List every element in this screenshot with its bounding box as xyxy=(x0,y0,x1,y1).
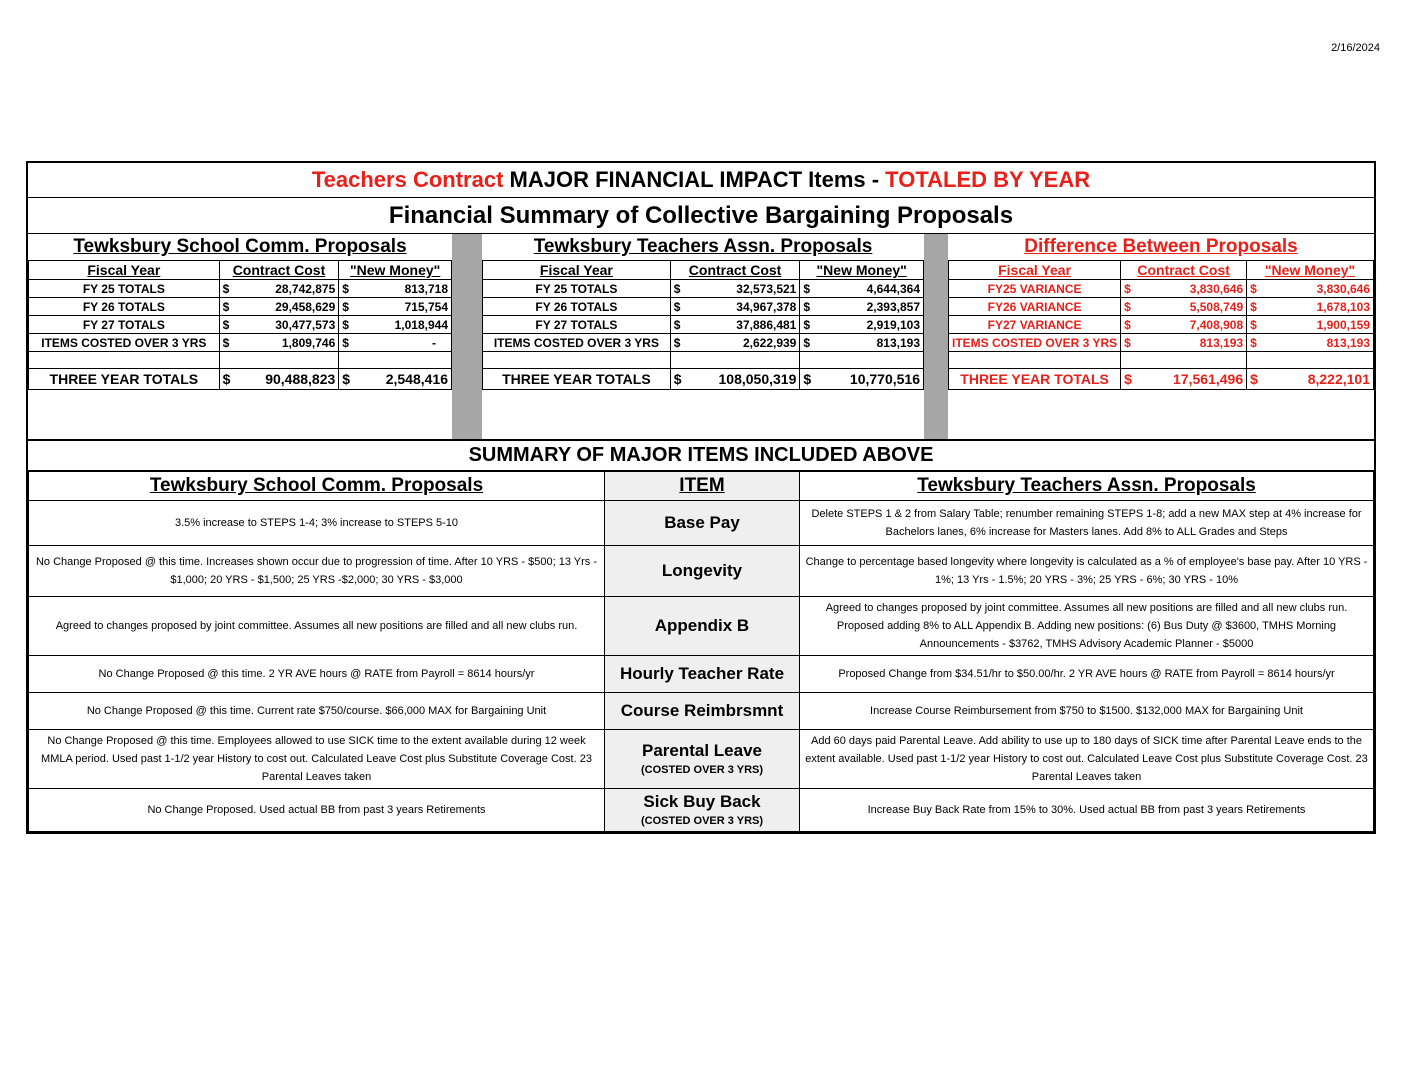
currency-sign: $ xyxy=(222,299,230,314)
new-money-value: 813,718 xyxy=(404,281,448,296)
item-label: Course Reimbrsmnt xyxy=(620,701,784,720)
item-note: (COSTED OVER 3 YRS) xyxy=(640,764,764,776)
currency-sign: $ xyxy=(803,281,811,296)
col-contract-cost: Contract Cost xyxy=(1121,261,1247,280)
currency-sign: $ xyxy=(1124,371,1132,387)
total-label: THREE YEAR TOTALS xyxy=(949,369,1121,390)
difference-panel-heading: Difference Between Proposals xyxy=(949,234,1374,261)
total-label: THREE YEAR TOTALS xyxy=(483,369,671,390)
currency-sign: $ xyxy=(1124,299,1131,314)
summary-header-school: Tewksbury School Comm. Proposals xyxy=(29,472,605,501)
summary-row xyxy=(29,730,1374,789)
title-part-1: Teachers Contract xyxy=(311,167,504,192)
document-date: 2/16/2024 xyxy=(1331,42,1380,54)
currency-sign: $ xyxy=(673,335,681,350)
currency-sign: $ xyxy=(1250,317,1257,332)
summary-row xyxy=(29,789,1374,832)
contract-cost-value: 2,622,939 xyxy=(742,335,797,350)
school-panel-heading: Tewksbury School Comm. Proposals xyxy=(29,234,452,261)
summary-row xyxy=(29,501,1374,546)
row-label: FY 27 TOTALS xyxy=(483,316,671,334)
currency-sign: $ xyxy=(342,371,351,387)
col-new-money: "New Money" xyxy=(800,261,924,280)
currency-sign: $ xyxy=(222,317,230,332)
contract-cost-value: 29,458,629 xyxy=(275,299,336,314)
item-name xyxy=(605,501,800,546)
total-cost-value: 90,488,823 xyxy=(265,371,336,387)
currency-sign: $ xyxy=(342,317,349,332)
item-name xyxy=(605,546,800,597)
summary-header-item: ITEM xyxy=(605,472,800,501)
currency-sign: $ xyxy=(1250,281,1257,296)
currency-sign: $ xyxy=(803,317,811,332)
currency-sign: $ xyxy=(1250,299,1257,314)
total-cost-value: 108,050,319 xyxy=(718,371,797,387)
row-label: FY27 VARIANCE xyxy=(949,316,1121,334)
financial-panels xyxy=(28,234,1374,441)
contract-cost-value: 1,809,746 xyxy=(281,335,336,350)
contract-cost-value: 7,408,908 xyxy=(1189,317,1244,332)
total-money-value: 8,222,101 xyxy=(1307,371,1370,387)
teachers-proposal-text: Add 60 days paid Parental Leave. Add ability to use up to 180 days of SICK time after Parental Leave ends to the extent available. Used past 1-1/2 year History to cost out. Calculated Leave Cost plus Substitute Coverage Cost. 23 Parental Leaves taken xyxy=(800,730,1374,789)
title-part-3: TOTALED BY YEAR xyxy=(885,167,1091,192)
teachers-proposal-text: Agreed to changes proposed by joint committee. Assumes all new positions are filled and all new clubs run. Proposed adding 8% to ALL Appendix B. Adding new positions: (6) Bus Duty @ $3600, TMHS Morning Announcements - $3762, TMHS Advisory Academic Planner - $5000 xyxy=(800,597,1374,656)
row-label: FY 26 TOTALS xyxy=(483,298,671,316)
currency-sign: $ xyxy=(1250,335,1257,350)
school-proposal-text: No Change Proposed @ this time. Current rate $750/course. $66,000 MAX for Bargaining Unit xyxy=(29,693,605,730)
contract-cost-value: 3,830,646 xyxy=(1189,281,1244,296)
currency-sign: $ xyxy=(342,281,349,296)
col-fiscal-year: Fiscal Year xyxy=(29,261,220,280)
school-proposal-text: No Change Proposed. Used actual BB from past 3 years Retirements xyxy=(29,789,605,832)
currency-sign: $ xyxy=(1124,317,1131,332)
summary-table xyxy=(28,471,1374,832)
row-label: ITEMS COSTED OVER 3 YRS xyxy=(949,334,1121,352)
new-money-value: 1,900,159 xyxy=(1316,317,1370,332)
currency-sign: $ xyxy=(673,281,681,296)
school-panel xyxy=(28,234,452,431)
currency-sign: $ xyxy=(803,371,812,387)
item-label: Longevity xyxy=(661,561,743,580)
row-label: FY25 VARIANCE xyxy=(949,280,1121,298)
contract-cost-value: 37,886,481 xyxy=(736,317,797,332)
new-money-value: 1,018,944 xyxy=(394,317,448,332)
new-money-value: 813,193 xyxy=(1326,335,1370,350)
summary-header-teachers: Tewksbury Teachers Assn. Proposals xyxy=(800,472,1374,501)
row-label: FY 25 TOTALS xyxy=(29,280,220,298)
sheet-title xyxy=(28,163,1374,198)
total-cost-value: 17,561,496 xyxy=(1173,371,1244,387)
school-proposal-text: 3.5% increase to STEPS 1-4; 3% increase to STEPS 5-10 xyxy=(29,501,605,546)
item-name xyxy=(605,693,800,730)
financial-sheet xyxy=(26,161,1376,834)
new-money-value: 1,678,103 xyxy=(1316,299,1370,314)
school-proposal-text: Agreed to changes proposed by joint committee. Assumes all new positions are filled and all new clubs run. xyxy=(29,597,605,656)
currency-sign: $ xyxy=(1124,281,1131,296)
contract-cost-value: 32,573,521 xyxy=(736,281,797,296)
currency-sign: $ xyxy=(342,335,349,350)
currency-sign: $ xyxy=(222,281,230,296)
title-part-2: MAJOR FINANCIAL IMPACT Items - xyxy=(503,167,886,192)
currency-sign: $ xyxy=(222,371,231,387)
new-money-value: 4,644,364 xyxy=(866,281,920,296)
col-new-money: "New Money" xyxy=(339,261,452,280)
currency-sign: $ xyxy=(803,299,811,314)
new-money-value: 813,193 xyxy=(876,335,920,350)
teachers-panel xyxy=(482,234,924,431)
currency-sign: $ xyxy=(673,317,681,332)
teachers-proposal-text: Delete STEPS 1 & 2 from Salary Table; renumber remaining STEPS 1-8; add a new MAX step at 4% increase for Bachelors lanes, 6% increase for Masters lanes. Add 8% to ALL Grades and Steps xyxy=(800,501,1374,546)
teachers-panel-heading: Tewksbury Teachers Assn. Proposals xyxy=(483,234,924,261)
currency-sign: $ xyxy=(1124,335,1131,350)
currency-sign: $ xyxy=(673,299,681,314)
col-fiscal-year: Fiscal Year xyxy=(949,261,1121,280)
teachers-proposal-text: Change to percentage based longevity where longevity is calculated as a % of employee's base pay. After 10 YRS - 1%; 13 Yrs - 1.5%; 20 YRS - 3%; 25 YRS - 6%; 30 YRS - 10% xyxy=(800,546,1374,597)
teachers-proposal-text: Increase Course Reimbursement from $750 to $1500. $132,000 MAX for Bargaining Unit xyxy=(800,693,1374,730)
item-note: (COSTED OVER 3 YRS) xyxy=(640,815,764,827)
item-label: Parental Leave xyxy=(641,741,762,760)
total-money-value: 10,770,516 xyxy=(849,371,920,387)
summary-title: SUMMARY OF MAJOR ITEMS INCLUDED ABOVE xyxy=(28,441,1374,471)
total-label: THREE YEAR TOTALS xyxy=(29,369,220,390)
currency-sign: $ xyxy=(1250,371,1258,387)
summary-row xyxy=(29,546,1374,597)
row-label: FY26 VARIANCE xyxy=(949,298,1121,316)
sheet-subtitle: Financial Summary of Collective Bargaining Proposals xyxy=(28,198,1374,234)
item-name xyxy=(605,789,800,832)
difference-panel xyxy=(948,234,1374,431)
item-label: Hourly Teacher Rate xyxy=(619,664,785,683)
summary-row xyxy=(29,656,1374,693)
item-label: Sick Buy Back xyxy=(643,792,761,811)
new-money-value: 715,754 xyxy=(404,299,448,314)
item-name xyxy=(605,597,800,656)
divider-2 xyxy=(924,234,948,439)
col-new-money: "New Money" xyxy=(1247,261,1374,280)
item-label: Appendix B xyxy=(654,616,750,635)
new-money-value: - xyxy=(432,335,436,350)
school-proposal-text: No Change Proposed @ this time. 2 YR AVE hours @ RATE from Payroll = 8614 hours/yr xyxy=(29,656,605,693)
row-label: ITEMS COSTED OVER 3 YRS xyxy=(29,334,220,352)
col-contract-cost: Contract Cost xyxy=(219,261,339,280)
new-money-value: 2,919,103 xyxy=(866,317,920,332)
currency-sign: $ xyxy=(222,335,230,350)
new-money-value: 3,830,646 xyxy=(1316,281,1370,296)
item-name xyxy=(605,730,800,789)
contract-cost-value: 5,508,749 xyxy=(1189,299,1244,314)
currency-sign: $ xyxy=(803,335,811,350)
row-label: FY 27 TOTALS xyxy=(29,316,220,334)
row-label: ITEMS COSTED OVER 3 YRS xyxy=(483,334,671,352)
contract-cost-value: 30,477,573 xyxy=(275,317,336,332)
summary-row xyxy=(29,693,1374,730)
row-label: FY 26 TOTALS xyxy=(29,298,220,316)
row-label: FY 25 TOTALS xyxy=(483,280,671,298)
teachers-proposal-text: Increase Buy Back Rate from 15% to 30%. Used actual BB from past 3 years Retirements xyxy=(800,789,1374,832)
school-proposal-text: No Change Proposed @ this time. Employees allowed to use SICK time to the extent available during 12 week MMLA period. Used past 1-1/2 year History to cost out. Calculated Leave Cost plus Substitute Coverage Cost. 23 Parental Leaves taken xyxy=(29,730,605,789)
total-money-value: 2,548,416 xyxy=(385,371,448,387)
currency-sign: $ xyxy=(673,371,682,387)
summary-row xyxy=(29,597,1374,656)
contract-cost-value: 34,967,378 xyxy=(736,299,797,314)
school-proposal-text: No Change Proposed @ this time. Increases shown occur due to progression of time. After 10 YRS - $500; 13 Yrs - $1,000; 20 YRS - $1,500; 25 YRS -$2,000; 30 YRS - $3,000 xyxy=(29,546,605,597)
contract-cost-value: 28,742,875 xyxy=(275,281,336,296)
col-fiscal-year: Fiscal Year xyxy=(483,261,671,280)
teachers-proposal-text: Proposed Change from $34.51/hr to $50.00/hr. 2 YR AVE hours @ RATE from Payroll = 8614 hours/yr xyxy=(800,656,1374,693)
col-contract-cost: Contract Cost xyxy=(670,261,800,280)
item-name xyxy=(605,656,800,693)
currency-sign: $ xyxy=(342,299,349,314)
contract-cost-value: 813,193 xyxy=(1199,335,1244,350)
item-label: Base Pay xyxy=(664,513,740,532)
divider-1 xyxy=(452,234,482,439)
new-money-value: 2,393,857 xyxy=(866,299,920,314)
